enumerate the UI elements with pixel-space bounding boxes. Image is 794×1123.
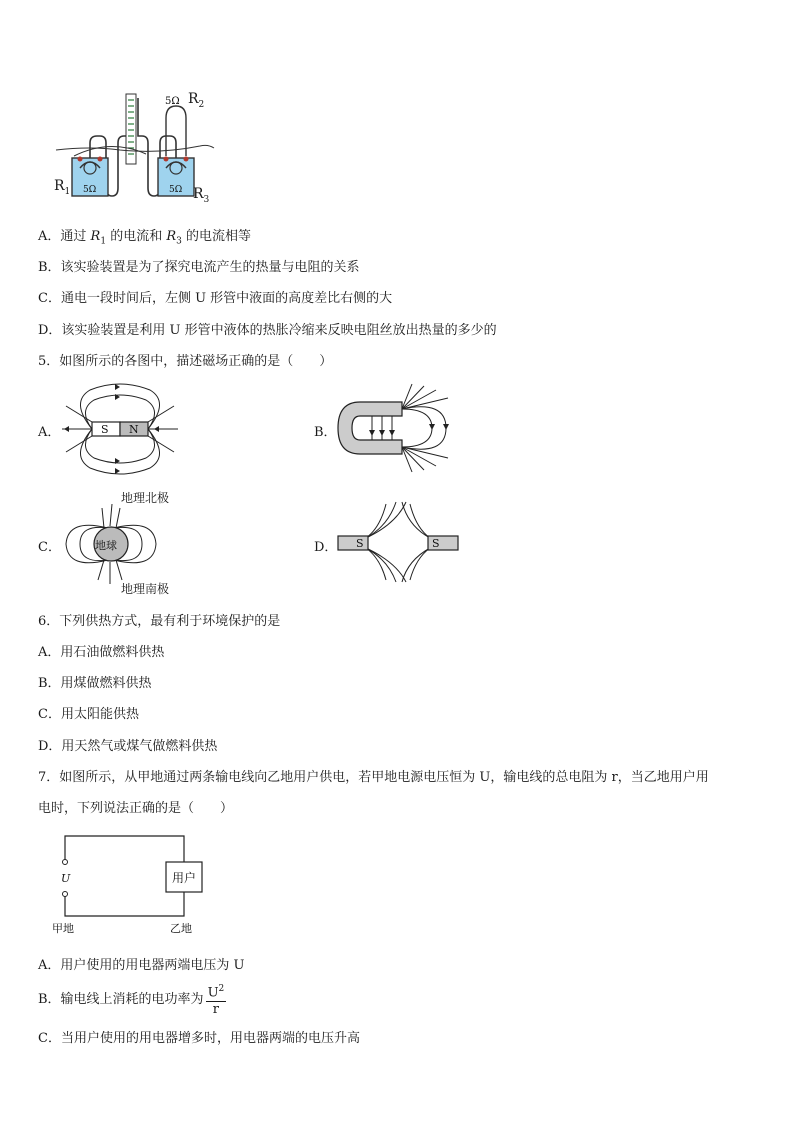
q4-option-b: B．该实验装置是为了探究电流产生的热量与电阻的关系 (38, 260, 360, 275)
q7-fig-jia: 甲地 (52, 922, 74, 935)
q7-option-a: A．用户使用的用电器两端电压为 U (38, 958, 245, 973)
q5-a-label: A． (38, 425, 61, 440)
q6-option-a: A．用石油做燃料供热 (38, 645, 165, 660)
q5-c-geo-south: 地理南极 (121, 582, 170, 596)
q6-option-d: D．用天然气或煤气做燃料供热 (38, 739, 218, 754)
q4-option-d: D．该实验装置是利用 U 形管中液体的热胀冷缩来反映电阻丝放出热量的多少的 (38, 323, 497, 338)
q4-r2-value: 5Ω (165, 96, 180, 107)
q5-d-two-poles-figure (336, 498, 461, 584)
q4-option-a: A．通过 $R_1$ 的电流和 $R_3$ 的电流相等 (38, 229, 251, 247)
q4-r1-label: $R_1$ (54, 178, 71, 197)
q5-d-left-pole: S (356, 537, 364, 550)
q7-option-b: B．输电线上消耗的电功率为 $\frac{U^2}{r}$ (38, 984, 225, 1017)
q7-b-fraction: $\frac{U^2}{r}$ (207, 984, 225, 1017)
q5-c-earth-text: 地球 (95, 539, 117, 552)
q5-stem: 5．如图所示的各图中，描述磁场正确的是（ ） (38, 354, 333, 369)
q7-circuit-figure (48, 832, 218, 936)
q7-stem-line1: 7．如图所示，从甲地通过两条输电线向乙地用户供电，若甲地电源电压恒为 U，输电线的总电阻为 r，当乙地用户用 (38, 770, 709, 785)
q6-option-c: C．用太阳能供热 (38, 707, 139, 722)
q5-a-s-pole: S (101, 423, 109, 436)
q5-a-bar-magnet-figure (60, 382, 180, 476)
q5-b-label: B． (314, 425, 337, 440)
q7-option-c: C．当用户使用的用电器增多时，用电器两端的电压升高 (38, 1031, 360, 1046)
q5-d-label: D． (314, 540, 338, 555)
q7-fig-user: 用户 (172, 871, 197, 885)
q4-left-box-value: 5Ω (83, 185, 97, 195)
q5-c-geo-north: 地理北极 (121, 491, 170, 505)
q4-right-box-value: 5Ω (169, 185, 183, 195)
q5-a-n-pole: N (129, 423, 139, 436)
q5-c-label: C． (38, 540, 61, 555)
q5-d-right-pole: S (432, 537, 440, 550)
q7-stem-line2: 电时，下列说法正确的是（ ） (38, 801, 234, 816)
q7-fig-yi: 乙地 (170, 922, 192, 935)
q4-option-c: C．通电一段时间后，左侧 U 形管中液面的高度差比右侧的大 (38, 291, 393, 306)
q5-b-horseshoe-figure (332, 380, 457, 476)
q6-option-b: B．用煤做燃料供热 (38, 676, 152, 691)
q4-r2-label: $R_2$ (188, 91, 205, 110)
q6-stem: 6．下列供热方式，最有利于环境保护的是 (38, 614, 281, 629)
q4-r3-label: $R_3$ (193, 186, 210, 205)
q7-fig-u: U (61, 872, 71, 885)
